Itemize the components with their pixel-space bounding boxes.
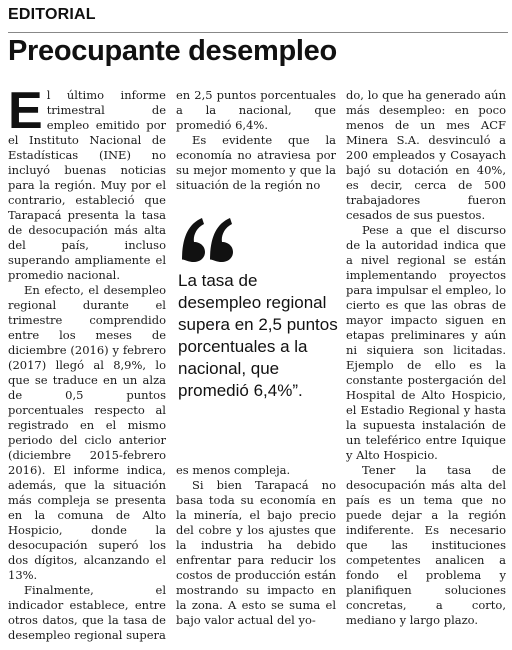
paragraph-3-continued: en 2,5 puntos porcentuales a la nacional, que promedió 6,4%. — [176, 88, 336, 132]
pull-quote-text: La tasa de desempleo regional supera en 2,5 puntos porcentuales a la nacional, que promedió 6,4%”. — [178, 271, 338, 400]
paragraph-2: En efecto, el desempleo regional durante el trimestre comprendido entre los meses de diciembre (2016) y febrero (2017) llegó al 8,9%, lo que se traduce en un alza de 0,5 puntos porcentuales respecto al registrado en el mismo periodo del ciclo anterior (diciembre 2015-febrero 2016). El informe indica, además, que la situación más compleja se presenta en la comuna de Alto Hospicio, donde la desocupación superó los dos dígitos, alcanzando el 13%. — [8, 283, 166, 582]
section-header — [8, 6, 508, 26]
paragraph-1 — [8, 82, 166, 283]
paragraph-4: Es evidente que la economía no atraviesa por su mejor momento y que la situación de la región no — [176, 133, 336, 192]
paragraph-5-continued: do, lo que ha generado aún más desempleo: en poco menos de un mes ACF Minera S.A. desvinculó a 200 empleados y Cosayach bajó su dotación en 40%, es decir, cerca de 500 trabajadores fueron cesados de sus puestos. — [346, 88, 506, 222]
paragraph-5: Si bien Tarapacá no basa toda su economía en la minería, el bajo precio del cobre y los ajustes que la industria ha debido enfrentar para reducir los costos de producción están mostrando su impacto en la zona. A esto se suma el bajo valor actual del yo- — [176, 478, 336, 627]
section-divider — [8, 32, 508, 33]
quote-mark-icon — [178, 214, 238, 264]
drop-cap: E — [8, 82, 43, 140]
article-column-1 — [8, 82, 166, 643]
headline: Preocupante desempleo — [8, 35, 337, 67]
paragraph-3: Finalmente, el indicador establece, entre otros datos, que la tasa de desempleo regional supera — [8, 583, 166, 642]
article-column-2-top — [176, 88, 336, 193]
section-label: EDITORIAL — [8, 6, 96, 23]
article-column-3 — [346, 88, 506, 628]
paragraph-4-continued: es menos compleja. — [176, 463, 291, 477]
paragraph-7: Tener la tasa de desocupación más alta del país es un tema que no puede dejar a la región indiferente. Es necesario que las instituciones competentes analicen a fondo el problema y planifiquen soluciones concretas, a corto, mediano y largo plazo. — [346, 463, 506, 627]
paragraph-1-text: l último informe trimestral de empleo emitido por el Instituto Nacional de Estadísticas (INE) no incluyó buenas noticias para la región. Muy por el contrario, estableció que Tarapacá presenta la tasa de desocupación más alta del país, incluso superando ampliamente el promedio nacional. — [8, 88, 166, 282]
article-column-2-bottom — [176, 463, 336, 628]
paragraph-6: Pese a que el discurso de la autoridad indica que a nivel regional se están implementando proyectos para impulsar el empleo, lo cierto es que las obras de mayor impacto siguen en etapas preliminares y aún ni siquiera son licitadas. Ejemplo de ello es la constante postergación del Hospital de Alto Hospicio, el Estadio Regional y hasta la supuesta instalación de un teleférico entre Iquique y Alto Hospicio. — [346, 223, 506, 462]
